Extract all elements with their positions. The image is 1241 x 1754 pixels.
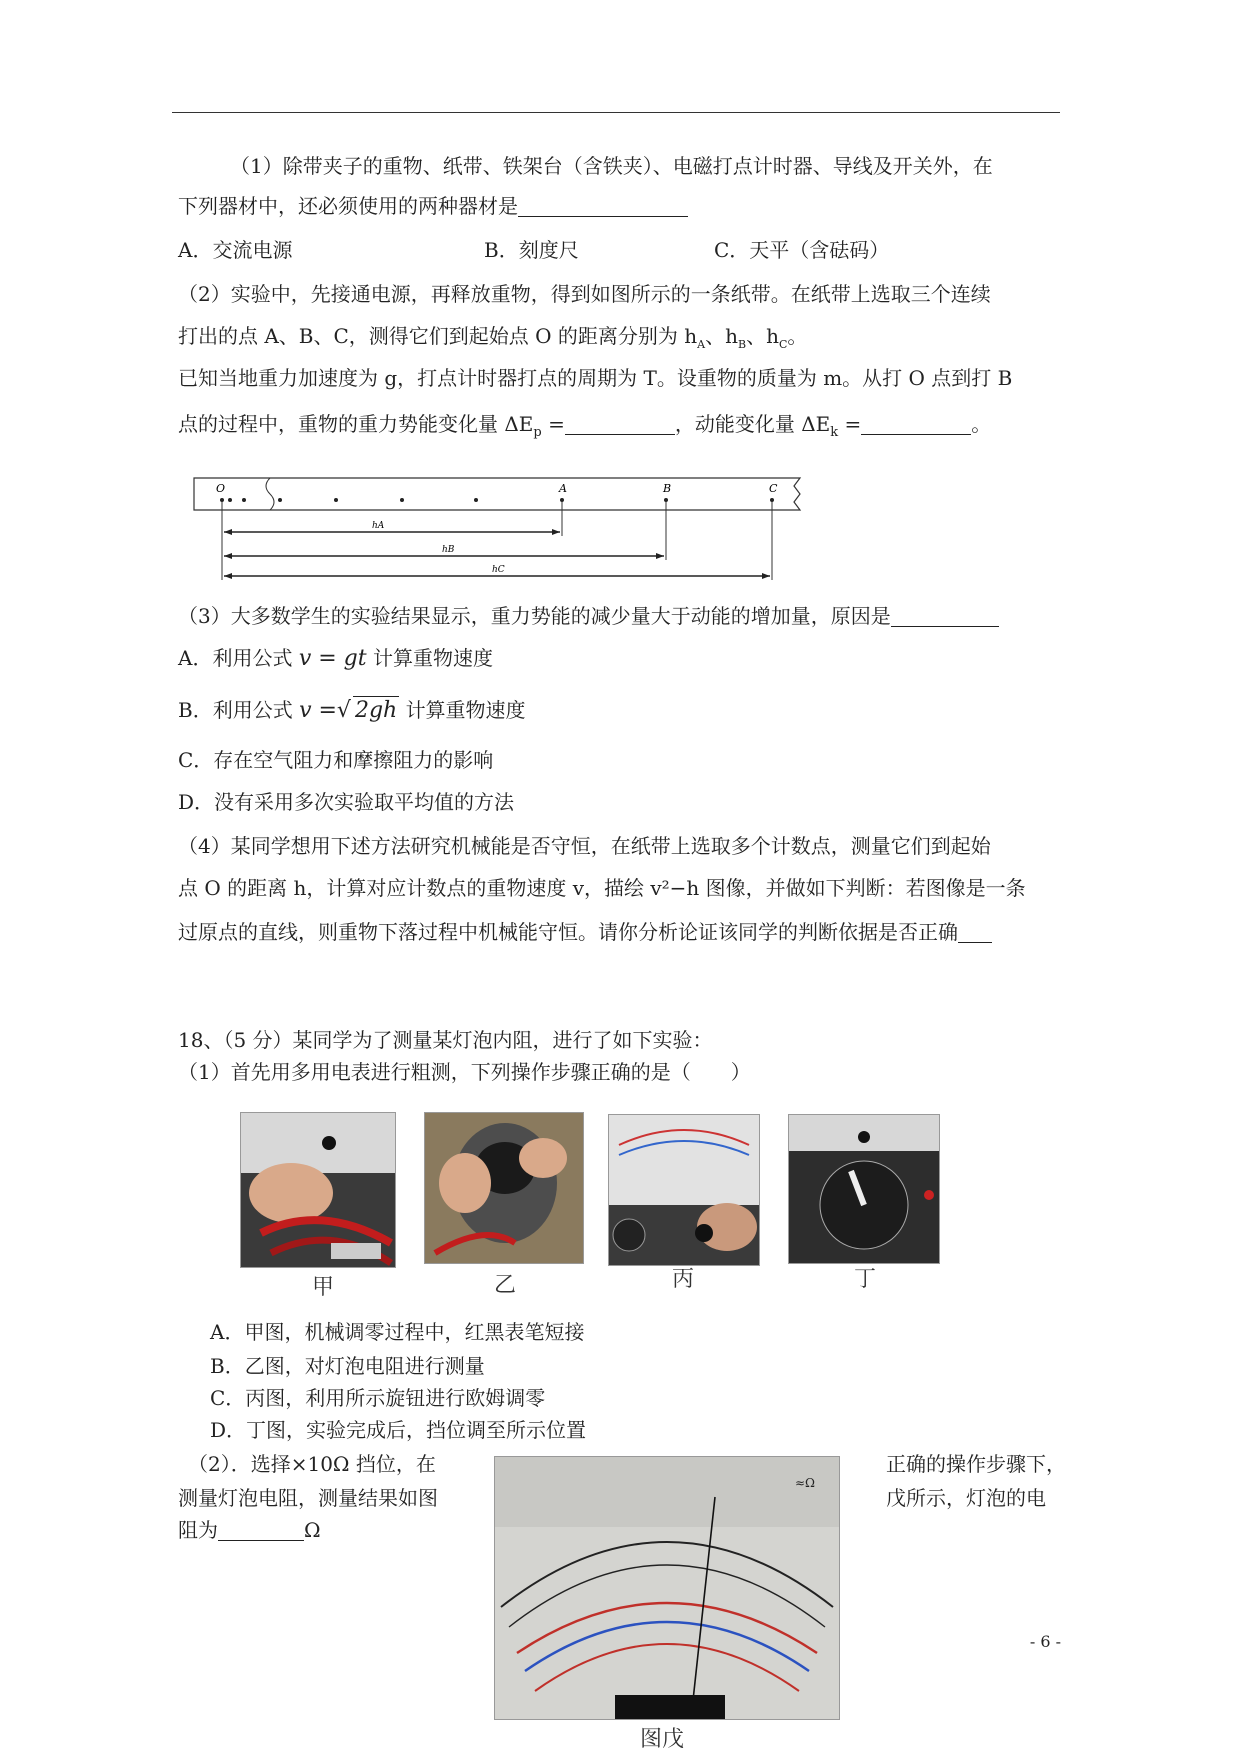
q17-p3-line1: （3）大多数学生的实验结果显示，重力势能的减少量大于动能的增加量，原因是: [178, 602, 999, 630]
tape-dot: [220, 498, 224, 502]
q18-p2-left2: 测量灯泡电阻，测量结果如图: [178, 1486, 438, 1510]
q18-opt-a: A．甲图，机械调零过程中，红黑表笔短接: [210, 1320, 585, 1344]
q18-title: 18、（5 分）某同学为了测量某灯泡内阻，进行了如下实验：: [178, 1028, 713, 1052]
q18-p2-right1: 正确的操作步骤下，: [886, 1452, 1066, 1476]
reason-blank[interactable]: [891, 606, 999, 627]
label-ha: hA: [372, 521, 385, 531]
judgment-blank[interactable]: [958, 922, 992, 943]
tape-dot-c: [770, 498, 774, 502]
label-o: O: [216, 482, 226, 495]
caption-bing: 丙: [672, 1267, 695, 1292]
delta-ek-blank[interactable]: [861, 414, 971, 435]
q17-p2-line3: 已知当地重力加速度为 g，打点计时器打点的周期为 T。设重物的质量为 m。从打 O 点到打 B: [178, 366, 1013, 390]
photo-wu: [494, 1456, 840, 1720]
formula-sqrt-2gh: 2gh: [354, 698, 398, 723]
photo-ding: [788, 1114, 940, 1264]
label-c: C: [769, 482, 778, 495]
svg-text:≈Ω: ≈Ω: [795, 1476, 816, 1490]
q17-p4-line2: 点 O 的距离 h，计算对应计数点的重物速度 v，描绘 v²−h 图像，并做如下判断：若图像是一条: [178, 876, 1026, 900]
photo-bing: [608, 1114, 760, 1266]
tape-dot: [242, 498, 246, 502]
q18-opt-c: C．丙图，利用所示旋钮进行欧姆调零: [210, 1386, 546, 1410]
q17-p1-line2: 下列器材中，还必须使用的两种器材是: [178, 192, 688, 220]
option-a: A．交流电源: [178, 238, 293, 262]
photo-yi: [424, 1112, 584, 1264]
q17-options: [178, 236, 890, 264]
label-a: A: [559, 482, 567, 495]
q17-p3-opt-d: D．没有采用多次实验取平均值的方法: [178, 790, 515, 814]
tape-break: [266, 478, 274, 510]
tape-dot-a: [560, 498, 564, 502]
label-hb: hB: [442, 545, 455, 555]
q18-p1: （1）首先用多用电表进行粗测，下列操作步骤正确的是（ ）: [178, 1060, 751, 1084]
resistance-blank[interactable]: [218, 1520, 304, 1541]
sqrt-sign: √: [336, 698, 351, 723]
q17-p4-line3: 过原点的直线，则重物下落过程中机械能守恒。请你分析论证该同学的判断依据是否正确: [178, 918, 992, 946]
q17-p2-line4: 点的过程中，重物的重力势能变化量 $\Delta E_p$ = ，动能变化量 $\Delta E_k$ = 。: [178, 412, 992, 440]
label-b: B: [663, 482, 672, 495]
tape-outline: [194, 478, 800, 510]
q18-p2-left1: （2）．选择×10Ω 挡位，在: [188, 1452, 436, 1476]
answer-blank[interactable]: [518, 196, 688, 217]
q17-p3-opt-b: B．利用公式 v =√ 2gh 计算重物速度: [178, 698, 526, 723]
page-number: - 6 -: [1029, 1632, 1061, 1651]
tape-dot: [278, 498, 282, 502]
caption-ding: 丁: [854, 1267, 877, 1292]
q17-p3-opt-c: C．存在空气阻力和摩擦阻力的影响: [178, 748, 494, 772]
caption-jia: 甲: [312, 1275, 335, 1300]
delta-ep-blank[interactable]: [565, 414, 675, 435]
q17-p3-opt-a: A．利用公式 v = gt 计算重物速度: [178, 646, 493, 671]
tape-dot: [400, 498, 404, 502]
option-b: B．刻度尺: [484, 238, 579, 262]
q17-p4-line1: （4）某同学想用下述方法研究机械能是否守恒，在纸带上选取多个计数点，测量它们到起始: [178, 834, 991, 858]
label-hc: hC: [492, 565, 505, 575]
ohm-knob-illustration: [609, 1115, 759, 1265]
q17-p2-line2: 打出的点 A、B、C，测得它们到起始点 O 的距离分别为 $h_A$、$h_B$、$h_C$。: [178, 324, 808, 351]
tape-dot-b: [664, 498, 668, 502]
paper-tape-diagram: [192, 474, 812, 584]
formula-v: v =: [299, 698, 337, 723]
range-switch-illustration: [789, 1115, 939, 1263]
q18-p2-right2: 戊所示，灯泡的电: [886, 1486, 1046, 1510]
figure-caption-wu: 图戊: [640, 1727, 685, 1752]
tape-dot: [334, 498, 338, 502]
q17-p2-line1: （2）实验中，先接通电源，再释放重物，得到如图所示的一条纸带。在纸带上选取三个连续: [178, 282, 991, 306]
formula-v-gt: v = gt: [298, 646, 367, 671]
tape-dot: [474, 498, 478, 502]
photo-jia: [240, 1112, 396, 1268]
q18-opt-d: D．丁图，实验完成后，挡位调至所示位置: [210, 1418, 587, 1442]
caption-yi: 乙: [494, 1273, 517, 1298]
q17-p1-line1: （1）除带夹子的重物、纸带、铁架台（含铁夹）、电磁打点计时器、导线及开关外，在: [230, 154, 993, 178]
q18-p2-left3: 阻为 Ω: [178, 1518, 321, 1542]
q18-opt-b: B．乙图，对灯泡电阻进行测量: [210, 1354, 485, 1378]
bulb-measure-illustration: [425, 1113, 583, 1263]
option-c: C．天平（含砝码）: [714, 238, 890, 262]
tape-dot: [228, 498, 232, 502]
header-rule: [172, 112, 1060, 113]
multimeter-zero-adjust-illustration: [241, 1113, 395, 1267]
multimeter-scale-illustration: [495, 1457, 839, 1719]
